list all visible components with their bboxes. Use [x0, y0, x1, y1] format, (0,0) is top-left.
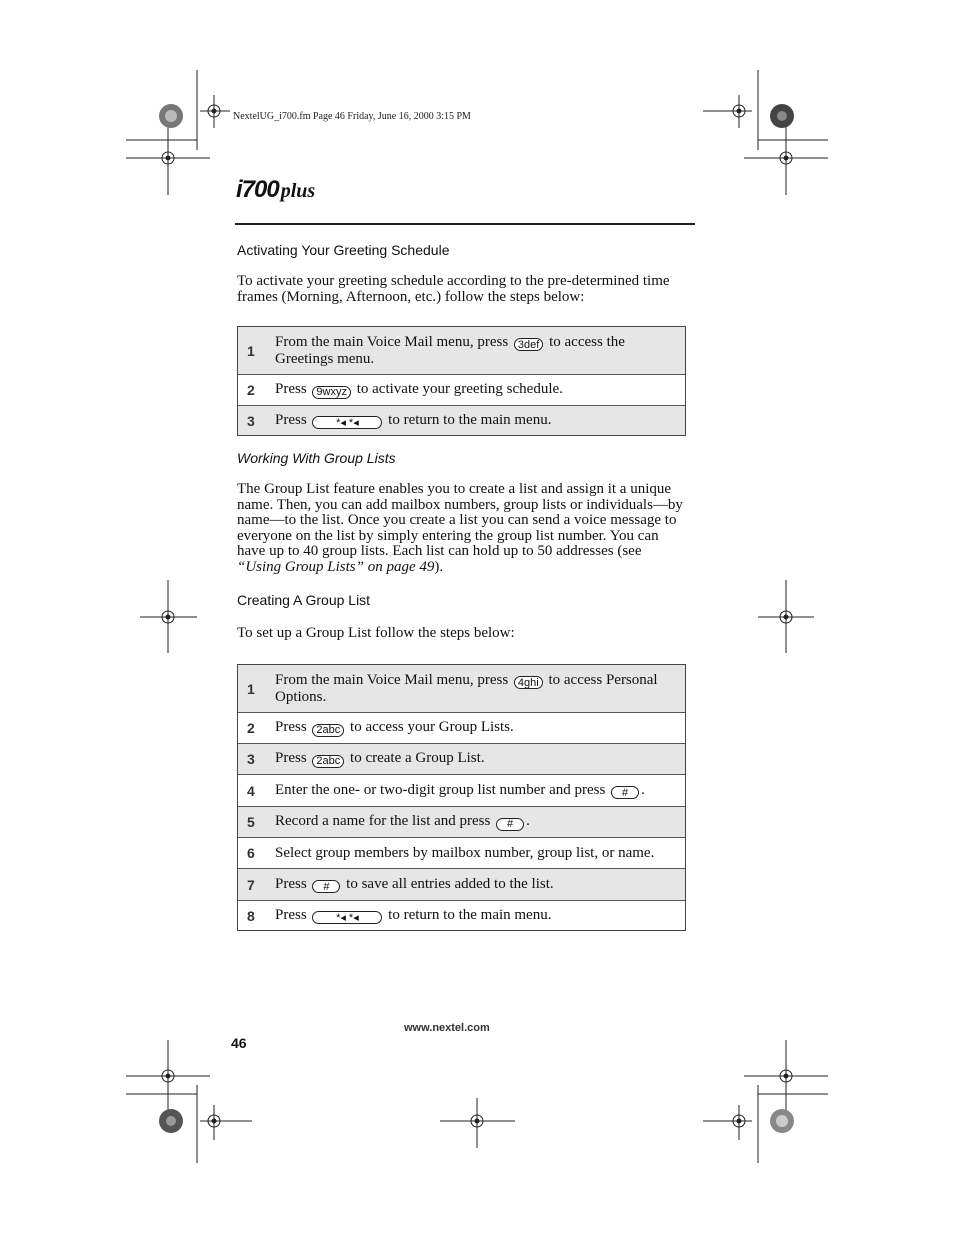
key-2-icon: 2abc — [312, 724, 344, 737]
group-list-steps-table — [237, 664, 686, 931]
table-row — [238, 665, 685, 712]
table-row — [238, 327, 685, 374]
key-3-icon: 3def — [514, 338, 543, 351]
step-text: Press # to save all entries added to the list. — [275, 875, 554, 893]
table-row — [238, 900, 685, 930]
footer-url: www.nextel.com — [404, 1022, 490, 1034]
step-number: 2 — [247, 720, 255, 736]
step-number: 7 — [247, 876, 255, 893]
section-heading-group-lists: Working With Group Lists — [237, 450, 396, 466]
step-number: 3 — [247, 751, 255, 767]
step-text: Press *◂ *◂ to return to the main menu. — [275, 411, 552, 429]
table-row — [238, 868, 685, 900]
table-row — [238, 806, 685, 837]
header-rule — [235, 223, 695, 225]
page-number: 46 — [231, 1035, 247, 1051]
step-text: Press 9wxyz to activate your greeting schedule. — [275, 381, 563, 399]
star-key-twice-icon: *◂ *◂ — [312, 911, 382, 924]
pound-key-icon: # — [496, 818, 524, 831]
step-number: 1 — [247, 342, 255, 359]
table-row — [238, 374, 685, 405]
step-text: Press *◂ *◂ to return to the main menu. — [275, 906, 552, 924]
step-number: 8 — [247, 907, 255, 924]
key-4-icon: 4ghi — [514, 676, 543, 689]
step-text: Record a name for the list and press # . — [275, 813, 530, 831]
step-text: Enter the one- or two-digit group list number and press # . — [275, 781, 645, 799]
file-info-header: NextelUG_i700.fm Page 46 Friday, June 16, 2000 3:15 PM — [233, 111, 471, 122]
step-number: 4 — [247, 782, 255, 799]
step-text: Select group members by mailbox number, group list, or name. — [275, 845, 655, 861]
table-row — [238, 837, 685, 868]
group-lists-body: The Group List feature enables you to create a list and assign it a unique name. Then, you can add mailbox numbers, group lists or individuals—by name—to the list. Once you create a list you can send a voice message to everyone on the list by simply entering the group list number. You can have up to 40 group lists. Each list can hold up to 50 addresses (see “Using Group Lists” on page 49). — [237, 481, 683, 575]
step-number: 5 — [247, 814, 255, 830]
key-2-icon: 2abc — [312, 755, 344, 768]
greeting-schedule-steps-table — [237, 326, 686, 436]
step-text: Press 2abc to access your Group Lists. — [275, 719, 514, 737]
greeting-schedule-intro: To activate your greeting schedule according to the pre-determined time frames (Morning, Afternoon, etc.) follow the steps below: — [237, 273, 670, 305]
step-text: From the main Voice Mail menu, press 4ghi to access Personal Options. — [275, 671, 658, 706]
step-text: Press 2abc to create a Group List. — [275, 750, 485, 768]
product-logo — [236, 176, 315, 208]
logo-suffix: plus — [280, 180, 316, 202]
table-row — [238, 743, 685, 774]
cross-reference: “Using Group Lists” on page 49 — [237, 558, 435, 575]
step-number: 2 — [247, 382, 255, 398]
table-row — [238, 405, 685, 435]
pound-key-icon: # — [312, 880, 340, 893]
section-heading-greeting-schedule: Activating Your Greeting Schedule — [237, 242, 450, 258]
logo-model: i700 — [236, 176, 279, 203]
step-number: 3 — [247, 412, 255, 429]
section-heading-creating-group-list: Creating A Group List — [237, 592, 371, 608]
step-text: From the main Voice Mail menu, press 3def to access the Greetings menu. — [275, 333, 625, 368]
table-row — [238, 712, 685, 743]
key-9-icon: 9wxyz — [312, 386, 351, 399]
table-row — [238, 774, 685, 806]
step-number: 6 — [247, 845, 255, 861]
star-key-twice-icon: *◂ *◂ — [312, 416, 382, 429]
pound-key-icon: # — [611, 786, 639, 799]
creating-group-list-intro: To set up a Group List follow the steps below: — [237, 625, 515, 641]
step-number: 1 — [247, 680, 255, 697]
